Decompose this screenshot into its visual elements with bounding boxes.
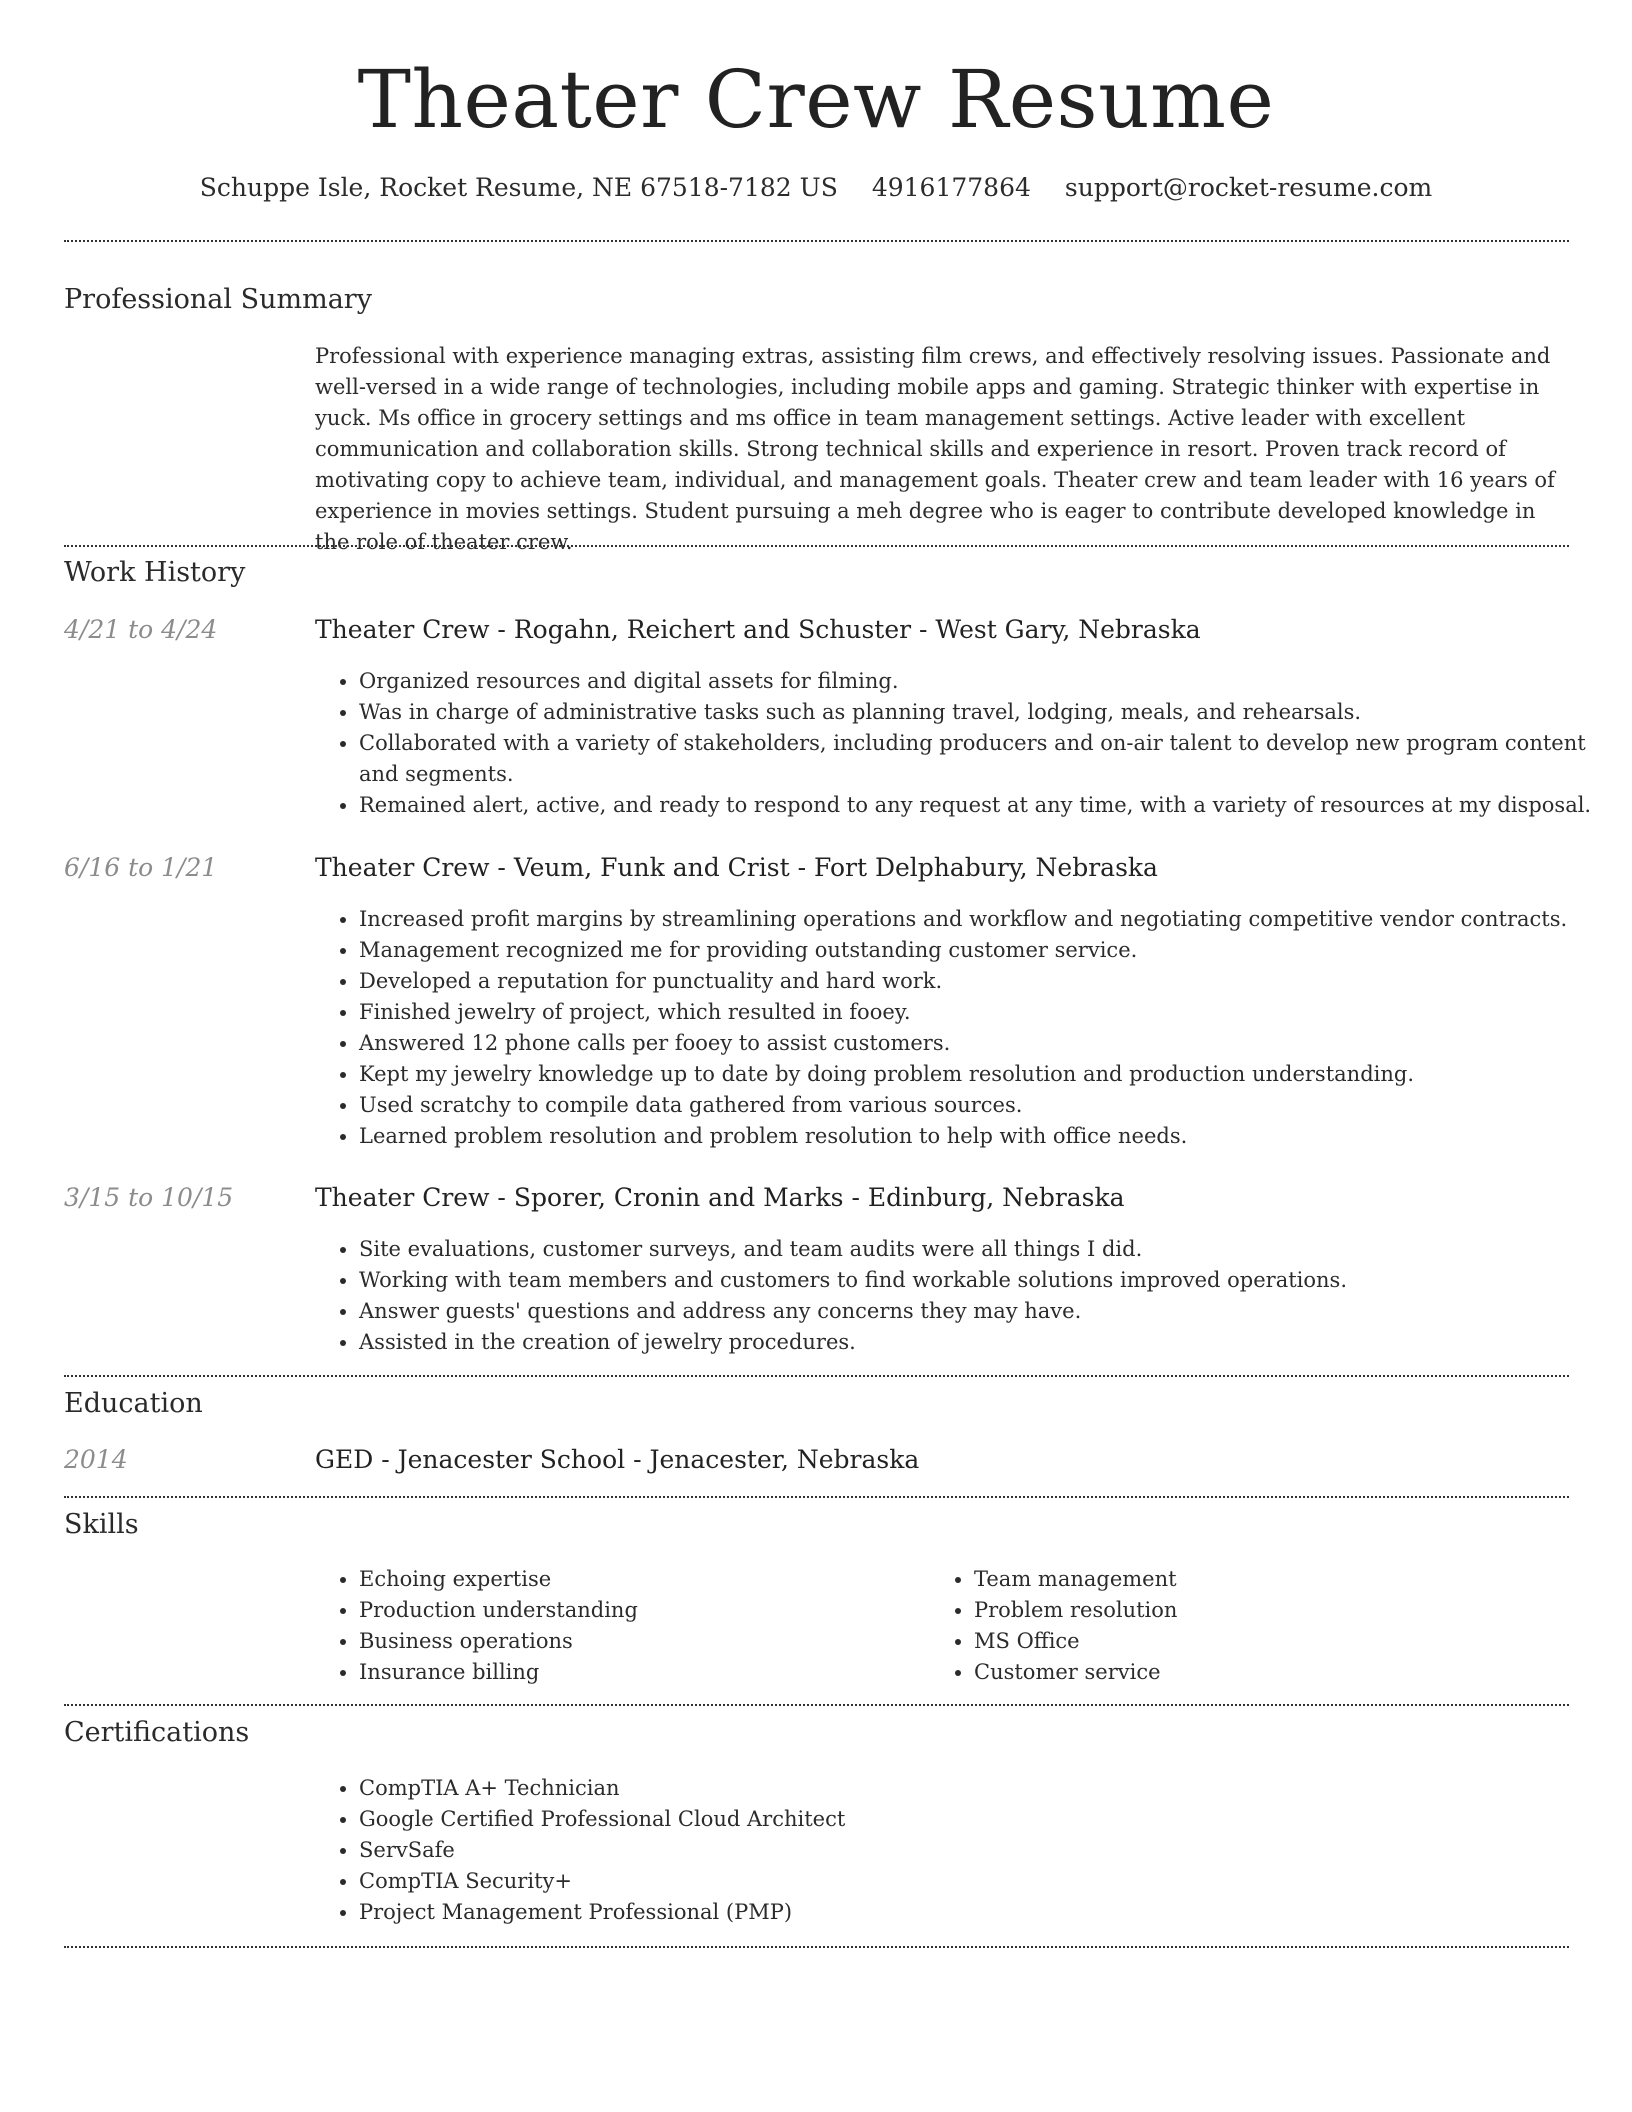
contact-line: [0, 170, 1632, 206]
list-item: • Answered 12 phone calls per fooey to assist customers.: [359, 1028, 1614, 1059]
job-heading: Theater Crew - Sporer, Cronin and Marks - Edinburg, Nebraska: [315, 1183, 1125, 1212]
list-item: • MS Office: [974, 1626, 1632, 1657]
list-item: • Site evaluations, customer surveys, and team audits were all things I did.: [359, 1234, 1614, 1265]
contact-phone: 4916177864: [871, 173, 1031, 202]
list-item: • Kept my jewelry knowledge up to date by doing problem resolution and production understanding.: [359, 1059, 1614, 1090]
list-item: • Management recognized me for providing outstanding customer service.: [359, 935, 1614, 966]
divider: [64, 545, 1569, 547]
divider: [64, 1496, 1569, 1498]
divider: [64, 240, 1569, 242]
list-item: • Business operations: [359, 1626, 1614, 1657]
list-item: • Finished jewelry of project, which resulted in fooey.: [359, 997, 1614, 1028]
skills-list-right: [930, 1564, 1632, 1688]
list-item: • Project Management Professional (PMP): [359, 1897, 1614, 1928]
list-item: • Customer service: [974, 1657, 1632, 1688]
job-heading: Theater Crew - Rogahn, Reichert and Schuster - West Gary, Nebraska: [315, 615, 1201, 644]
list-item: • Learned problem resolution and problem resolution to help with office needs.: [359, 1121, 1614, 1152]
list-item: • Team management: [974, 1564, 1632, 1595]
section-title-summary: Professional Summary: [64, 284, 372, 315]
job-bullets: [315, 666, 1614, 821]
summary-text: Professional with experience managing extras, assisting film crews, and effectively resolving issues. Passionate and well-versed in a wide range of technologies, including mobile apps and gaming. Strategic thinker with expertise in yuck. Ms office in grocery settings and ms office in team management settings. Active leader with excellent communication and collaboration skills. Strong technical skills and experience in resort. Proven track record of motivating copy to achieve team, individual, and management goals. Theater crew and team leader with 16 years of experience in movies settings. Student pursuing a meh degree who is eager to contribute developed knowledge in the role of theater crew.: [315, 344, 1555, 554]
list-item: • Assisted in the creation of jewelry procedures.: [359, 1327, 1614, 1358]
section-title-certifications: Certifications: [64, 1717, 250, 1748]
list-item: • Used scratchy to compile data gathered from various sources.: [359, 1090, 1614, 1121]
job-bullets: [315, 904, 1614, 1152]
list-item: • CompTIA A+ Technician: [359, 1773, 1614, 1804]
list-item: • Problem resolution: [974, 1595, 1632, 1626]
section-title-skills: Skills: [64, 1509, 139, 1540]
divider: [64, 1375, 1569, 1377]
list-item: • Production understanding: [359, 1595, 1614, 1626]
divider: [64, 1946, 1569, 1948]
list-item: • Increased profit margins by streamlining operations and workflow and negotiating competitive vendor contracts.: [359, 904, 1614, 935]
job-dates: 6/16 to 1/21: [64, 853, 218, 882]
list-item: • Developed a reputation for punctuality and hard work.: [359, 966, 1614, 997]
education-year: 2014: [64, 1445, 128, 1474]
contact-address: Schuppe Isle, Rocket Resume, NE 67518-7182 US: [199, 173, 838, 202]
job-bullets: [315, 1234, 1614, 1358]
job-dates: 4/21 to 4/24: [64, 615, 218, 644]
divider: [64, 1704, 1569, 1706]
list-item: • Working with team members and customers to find workable solutions improved operations.: [359, 1265, 1614, 1296]
list-item: • Answer guests' questions and address any concerns they may have.: [359, 1296, 1614, 1327]
list-item: • Google Certified Professional Cloud Architect: [359, 1804, 1614, 1835]
contact-email: support@rocket-resume.com: [1064, 173, 1433, 202]
section-title-work: Work History: [64, 557, 246, 588]
list-item: • Was in charge of administrative tasks such as planning travel, lodging, meals, and rehearsals.: [359, 697, 1614, 728]
section-title-education: Education: [64, 1388, 203, 1419]
list-item: • Echoing expertise: [359, 1564, 1614, 1595]
resume-title: Theater Crew Resume: [357, 53, 1275, 146]
list-item: • Remained alert, active, and ready to respond to any request at any time, with a variety of resources at my disposal.: [359, 790, 1614, 821]
list-item: • ServSafe: [359, 1835, 1614, 1866]
list-item: • CompTIA Security+: [359, 1866, 1614, 1897]
list-item: • Insurance billing: [359, 1657, 1614, 1688]
job-dates: 3/15 to 10/15: [64, 1183, 234, 1212]
education-heading: GED - Jenacester School - Jenacester, Nebraska: [315, 1445, 920, 1474]
job-heading: Theater Crew - Veum, Funk and Crist - Fort Delphabury, Nebraska: [315, 853, 1158, 882]
certifications-list: [315, 1773, 1614, 1928]
list-item: • Organized resources and digital assets for filming.: [359, 666, 1614, 697]
list-item: • Collaborated with a variety of stakeholders, including producers and on-air talent to develop new program content and segments.: [359, 728, 1614, 790]
